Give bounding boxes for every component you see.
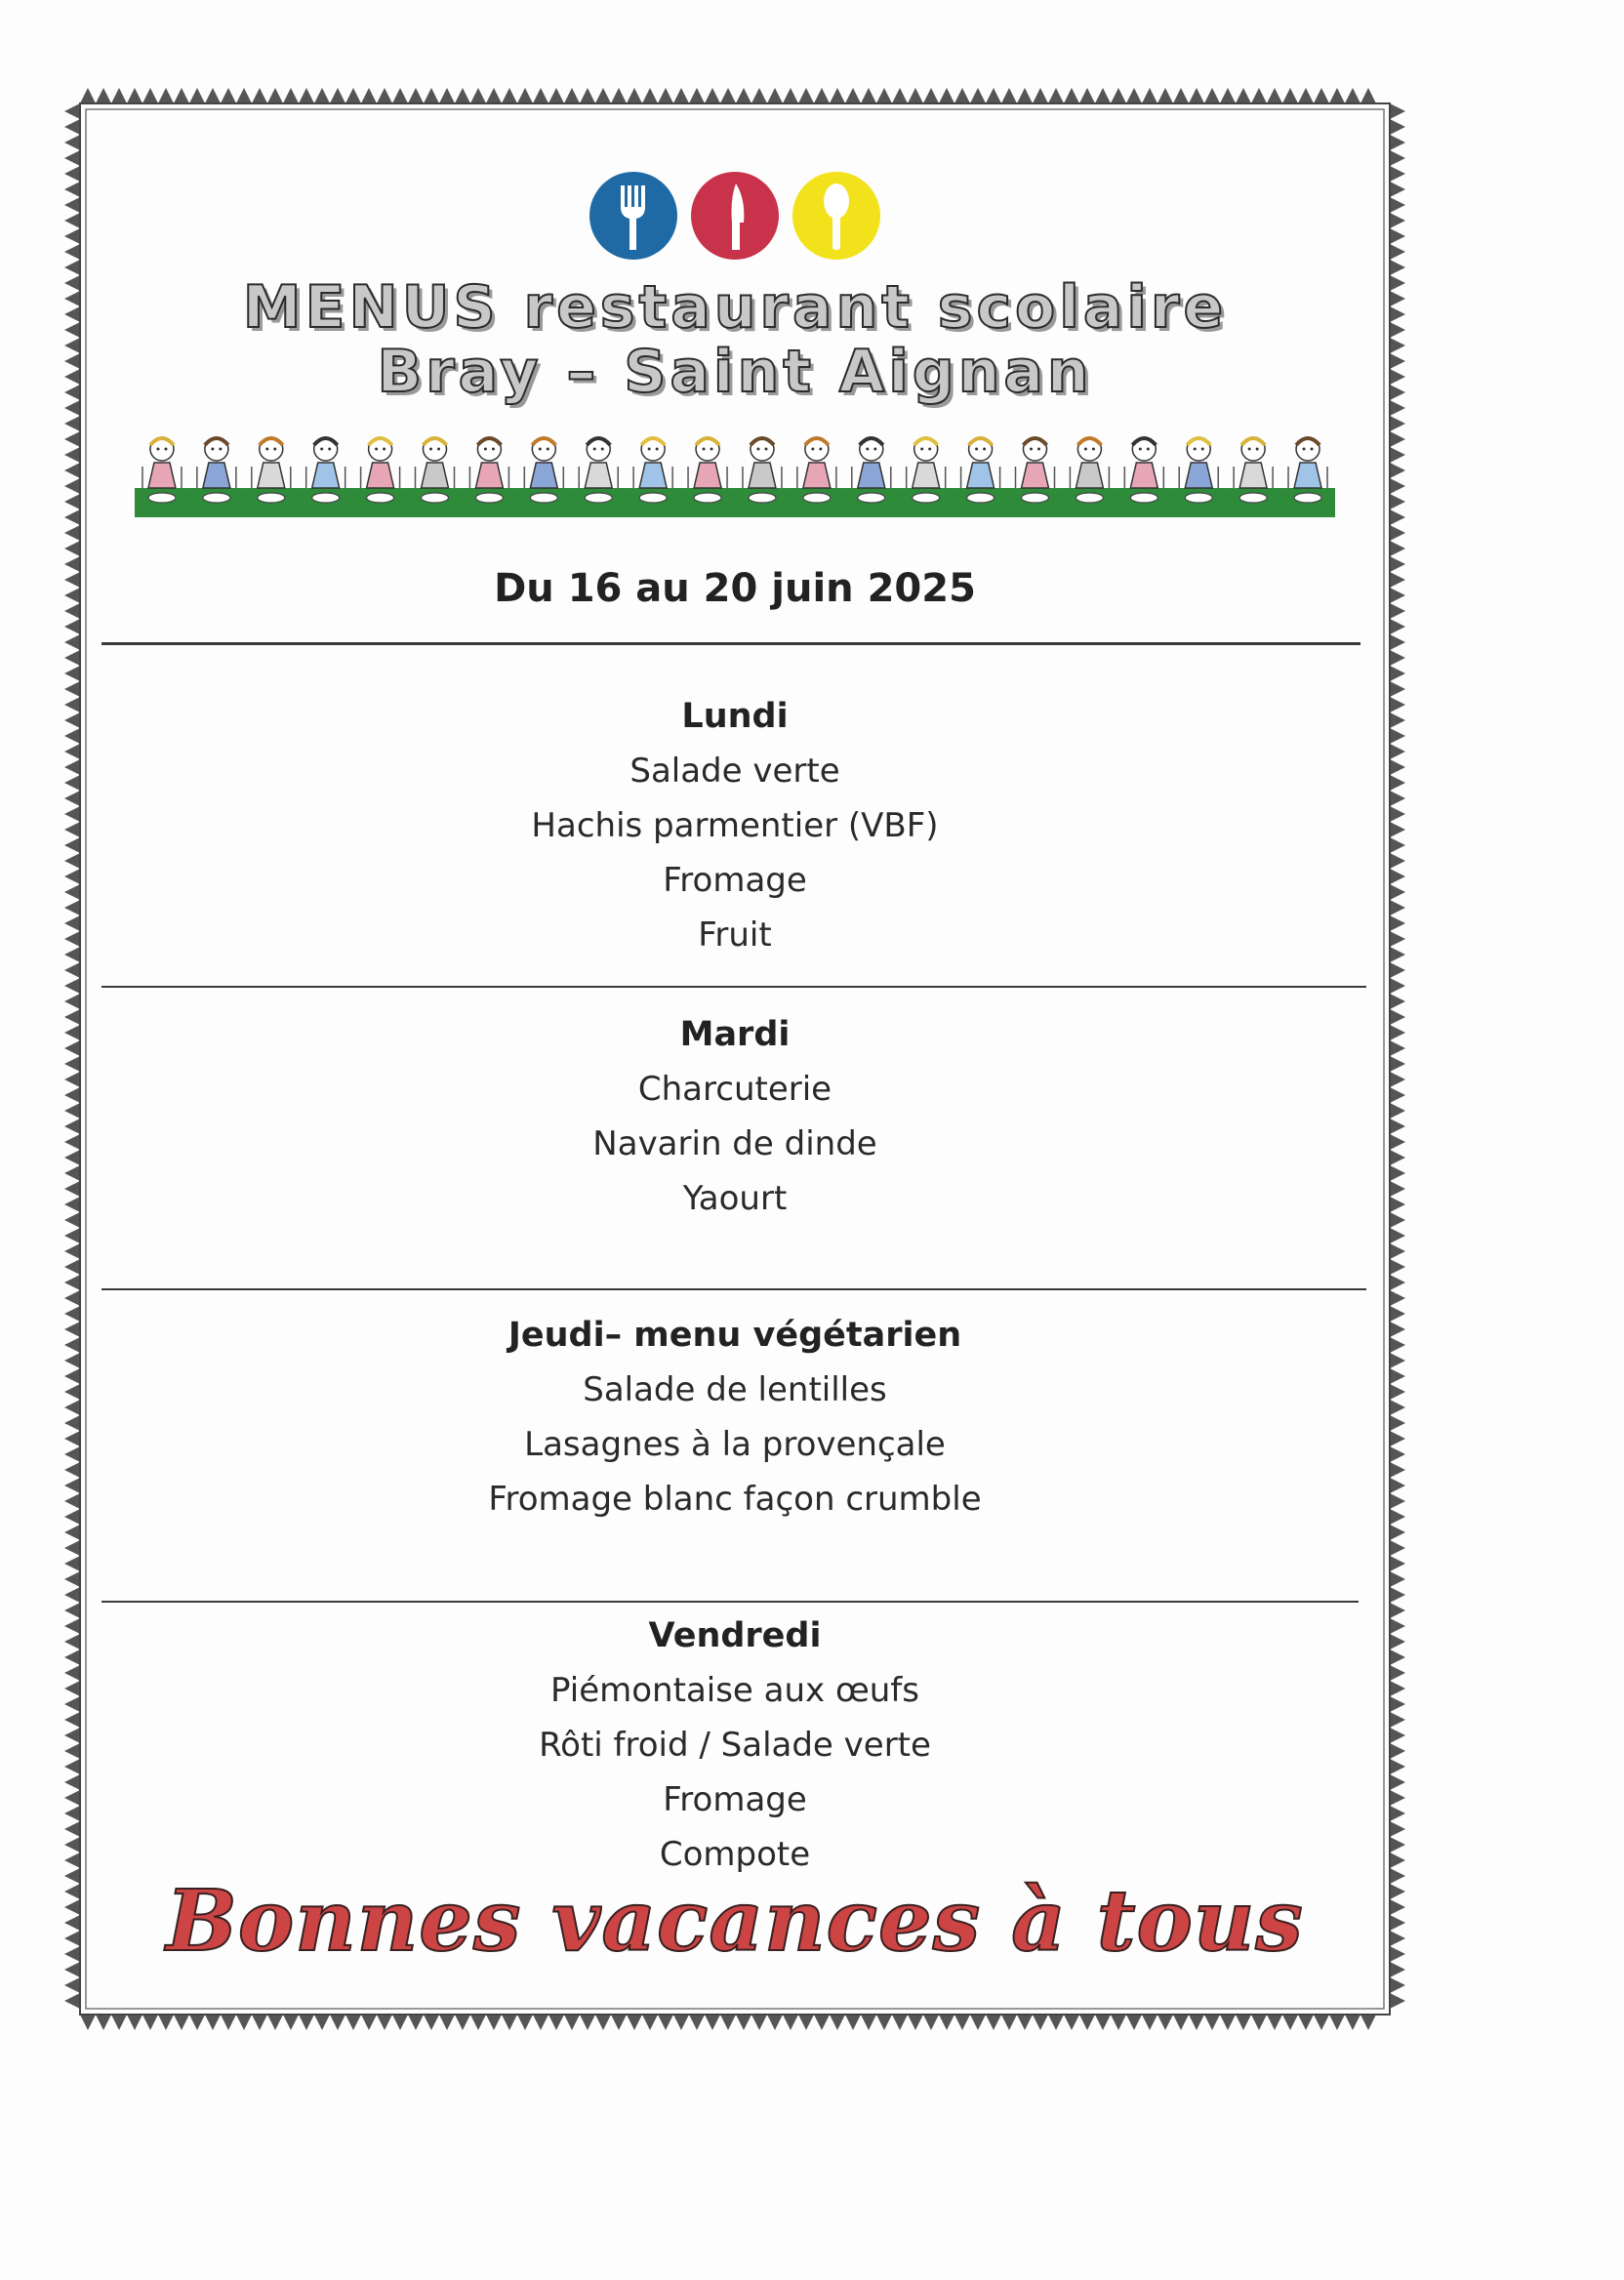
dish-item: Hachis parmentier (VBF) [531,806,939,845]
dish-item: Salade de lentilles [583,1370,887,1409]
day-block-lundi [98,689,1372,962]
day-title: Jeudi– menu végétarien [508,1316,962,1355]
day-title: Mardi [679,1015,791,1054]
day-block-vendredi [98,1608,1372,1882]
separator-line [102,1288,1366,1290]
dish-item: Rôti froid / Salade verte [539,1726,931,1765]
dish-item: Salade verte [629,752,840,791]
knife-icon [691,172,779,260]
dish-item: Lasagnes à la provençale [524,1425,946,1464]
day-title: Vendredi [648,1616,822,1655]
menu-title: MENUS restaurant scolaire [242,273,1228,342]
cutlery-logo [98,172,1372,260]
dish-item: Fromage blanc façon crumble [488,1480,982,1519]
fork-icon [589,172,677,260]
date-range: Du 16 au 20 juin 2025 [494,566,976,611]
separator-line [102,1601,1359,1603]
dish-item: Charcuterie [637,1070,832,1109]
day-block-jeudi [98,1308,1372,1527]
menu-subtitle: Bray – Saint Aignan [377,338,1093,406]
dish-item: Compote [659,1835,811,1874]
separator-line [102,642,1360,645]
dish-item: Fromage [663,1780,807,1819]
day-block-mardi [98,1007,1372,1226]
dish-item: Navarin de dinde [592,1124,877,1163]
farewell-message: Bonnes vacances à tous [166,1872,1304,1971]
dish-item: Fromage [663,861,807,900]
separator-line [102,986,1366,988]
day-title: Lundi [681,697,789,736]
children-at-table-illustration [135,426,1335,517]
dish-item: Yaourt [682,1179,788,1218]
menu-content [98,115,1372,2001]
dish-item: Piémontaise aux œufs [550,1671,919,1710]
spoon-icon [792,172,880,260]
dish-item: Fruit [698,916,772,955]
